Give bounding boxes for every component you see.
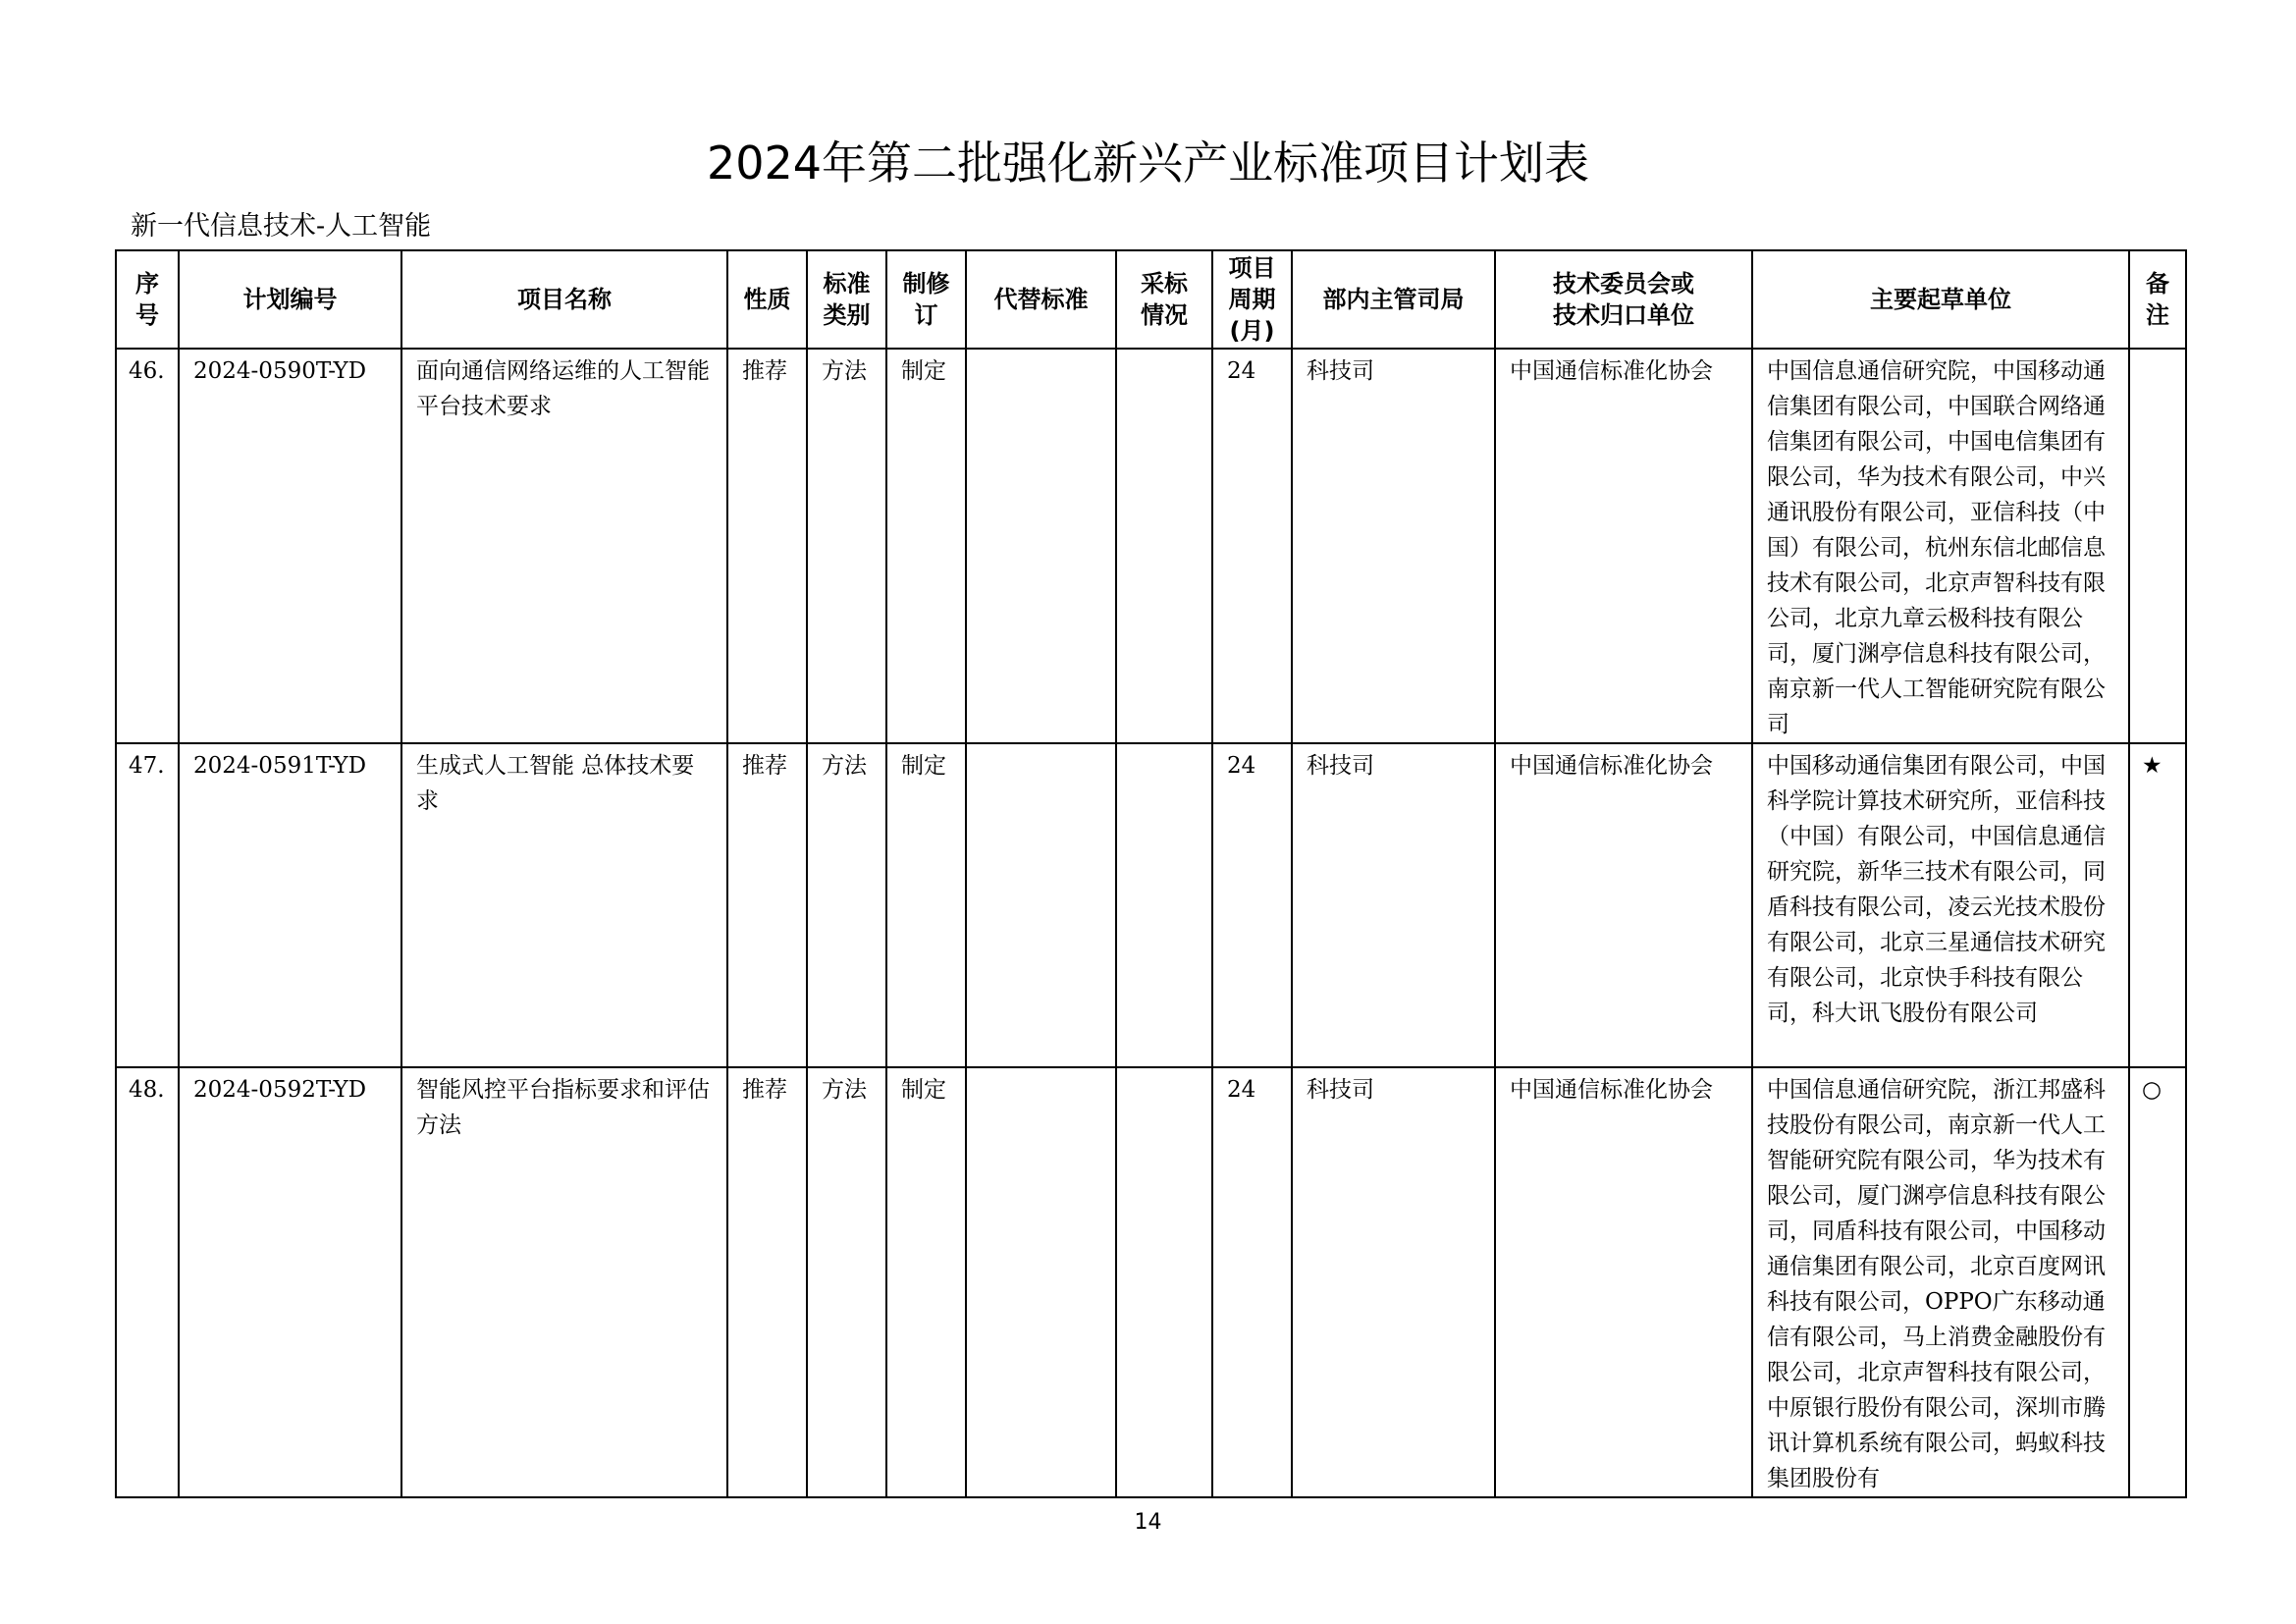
cell-drafters: 中国信息通信研究院，浙江邦盛科技股份有限公司，南京新一代人工智能研究院有限公司，华为技术有限公司，厦门渊亭信息科技有限公司，同盾科技有限公司，中国移动通信集团有限公司，北京百度网讯科技有限公司，OPPO广东移动通信有限公司，马上消费金融股份有限公司，北京声智科技有限公司，中原银行股份有限公司，深圳市腾讯计算机系统有限公司，蚂蚁科技集团股份有	[1752, 1067, 2129, 1497]
cell-plan-code: 2024-0591T-YD	[179, 743, 401, 1067]
cell-adoption	[1116, 349, 1212, 743]
cell-std-category: 方法	[807, 349, 886, 743]
cell-project-name: 生成式人工智能 总体技术要求	[401, 743, 727, 1067]
section-label: 新一代信息技术-人工智能	[131, 211, 432, 242]
cell-committee: 中国通信标准化协会	[1495, 743, 1752, 1067]
cell-department: 科技司	[1292, 1067, 1495, 1497]
cell-std-category: 方法	[807, 743, 886, 1067]
cell-replaces	[966, 349, 1116, 743]
header-revise-text: 制修订	[902, 270, 950, 329]
header-std-category-text: 标准类别	[823, 270, 871, 329]
cell-plan-code: 2024-0590T-YD	[179, 349, 401, 743]
cell-note	[2129, 349, 2186, 743]
cell-revise: 制定	[886, 349, 966, 743]
cell-replaces	[966, 743, 1116, 1067]
header-row	[116, 250, 2186, 349]
circle-icon: ○	[2129, 1067, 2186, 1497]
header-project-name: 项目名称	[401, 250, 727, 349]
cell-drafters: 中国信息通信研究院，中国移动通信集团有限公司，中国联合网络通信集团有限公司，中国电信集团有限公司，华为技术有限公司，中兴通讯股份有限公司，亚信科技（中国）有限公司，杭州东信北邮信息技术有限公司，北京声智科技有限公司，北京九章云极科技有限公司，厦门渊亭信息科技有限公司，南京新一代人工智能研究院有限公司	[1752, 349, 2129, 743]
header-period	[1212, 250, 1292, 349]
header-adoption-text: 采标情况	[1141, 270, 1188, 329]
cell-drafters: 中国移动通信集团有限公司，中国科学院计算技术研究所，亚信科技（中国）有限公司，中国信息通信研究院，新华三技术有限公司，同盾科技有限公司，凌云光技术股份有限公司，北京三星通信技术研究有限公司，北京快手科技有限公司，科大讯飞股份有限公司	[1752, 743, 2129, 1067]
cell-no: 48.	[116, 1067, 179, 1497]
plan-table	[115, 249, 2187, 1498]
cell-period: 24	[1212, 349, 1292, 743]
page-title: 2024年第二批强化新兴产业标准项目计划表	[706, 136, 1590, 189]
cell-plan-code: 2024-0592T-YD	[179, 1067, 401, 1497]
table-row	[116, 1067, 2186, 1497]
cell-revise: 制定	[886, 743, 966, 1067]
header-std-category	[807, 250, 886, 349]
cell-replaces	[966, 1067, 1116, 1497]
page-number: 14	[1134, 1510, 1162, 1535]
cell-project-name: 面向通信网络运维的人工智能平台技术要求	[401, 349, 727, 743]
cell-committee: 中国通信标准化协会	[1495, 1067, 1752, 1497]
cell-department: 科技司	[1292, 743, 1495, 1067]
cell-std-category: 方法	[807, 1067, 886, 1497]
cell-period: 24	[1212, 743, 1292, 1067]
header-nature: 性质	[727, 250, 807, 349]
header-no	[116, 250, 179, 349]
header-department: 部内主管司局	[1292, 250, 1495, 349]
header-drafters: 主要起草单位	[1752, 250, 2129, 349]
cell-nature: 推荐	[727, 349, 807, 743]
header-committee	[1495, 250, 1752, 349]
cell-committee: 中国通信标准化协会	[1495, 349, 1752, 743]
header-period-text: 项目周期(月)	[1228, 254, 1276, 345]
cell-project-name: 智能风控平台指标要求和评估方法	[401, 1067, 727, 1497]
star-icon: ★	[2129, 743, 2186, 1067]
cell-department: 科技司	[1292, 349, 1495, 743]
header-replaces: 代替标准	[966, 250, 1116, 349]
header-revise	[886, 250, 966, 349]
header-plan-code: 计划编号	[179, 250, 401, 349]
cell-nature: 推荐	[727, 743, 807, 1067]
header-adoption	[1116, 250, 1212, 349]
header-committee-text: 技术委员会或技术归口单位	[1553, 270, 1694, 329]
header-note-text: 备注	[2146, 270, 2169, 329]
table-row	[116, 349, 2186, 743]
cell-adoption	[1116, 1067, 1212, 1497]
header-no-text: 序号	[135, 270, 159, 329]
cell-nature: 推荐	[727, 1067, 807, 1497]
cell-adoption	[1116, 743, 1212, 1067]
cell-no: 46.	[116, 349, 179, 743]
cell-revise: 制定	[886, 1067, 966, 1497]
table-row	[116, 743, 2186, 1067]
header-note	[2129, 250, 2186, 349]
cell-period: 24	[1212, 1067, 1292, 1497]
cell-no: 47.	[116, 743, 179, 1067]
